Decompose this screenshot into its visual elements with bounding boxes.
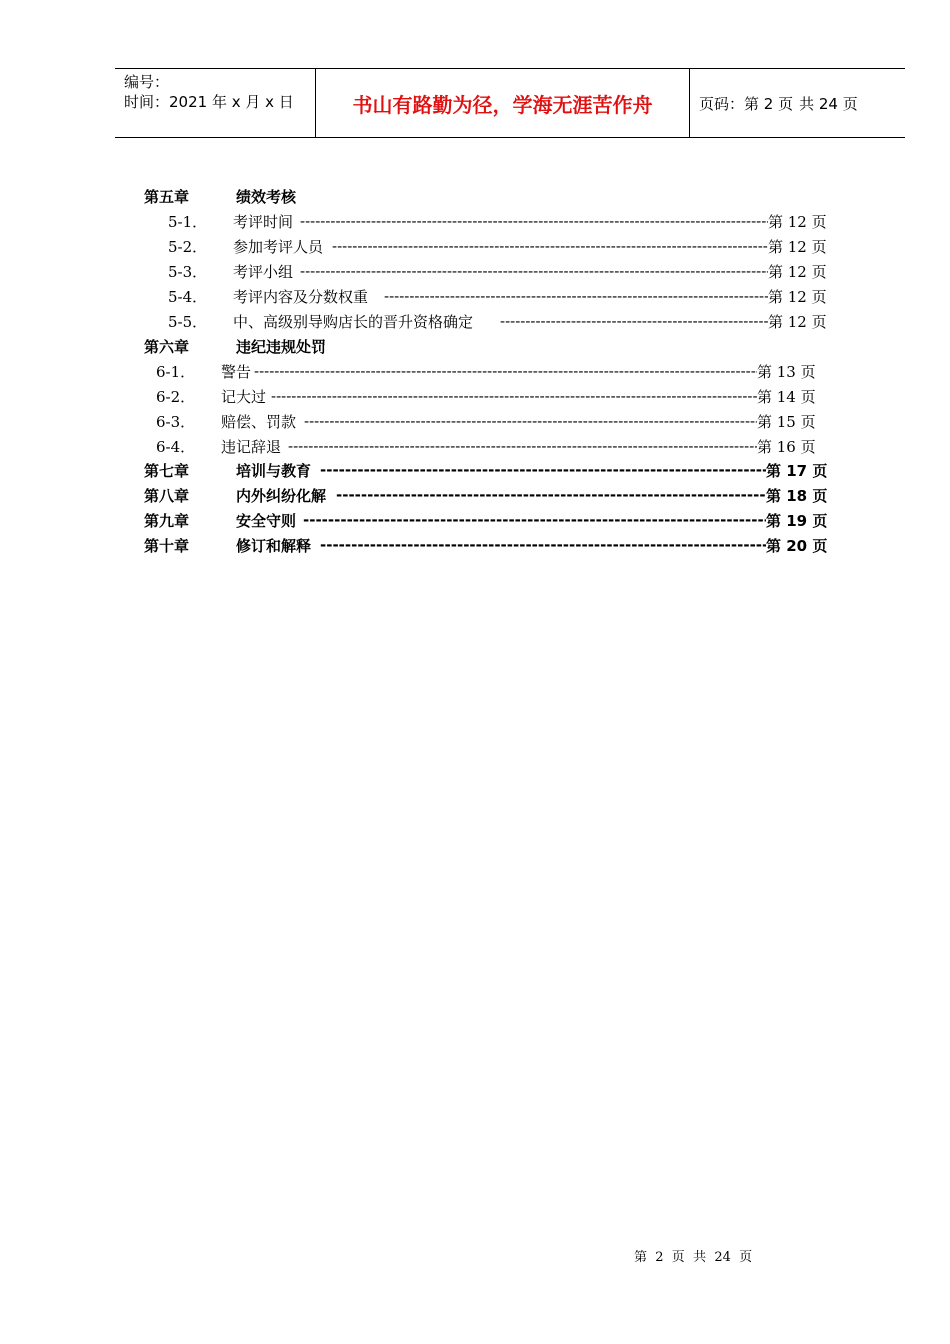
toc-item[interactable] (0, 234, 950, 258)
dot-leader (384, 287, 768, 305)
chapter-title: 内外纠纷化解 (236, 486, 327, 505)
item-page: 第 16 页 (757, 437, 816, 456)
item-number: 5-1． (168, 212, 208, 231)
chapter-number: 第五章 (144, 187, 190, 206)
header-motto: 书山有路勤为径，学海无涯苦作舟 (316, 69, 690, 137)
toc-item[interactable] (0, 259, 950, 283)
toc-chapter[interactable] (0, 483, 950, 507)
item-title: 考评时间 (233, 212, 294, 231)
chapter-number: 第七章 (144, 461, 190, 480)
item-title: 参加考评人员 (233, 237, 324, 256)
item-page: 第 12 页 (768, 237, 827, 256)
toc-chapter[interactable] (0, 184, 950, 208)
header-page-info (690, 69, 905, 137)
item-page: 第 14 页 (757, 387, 816, 406)
dot-leader (304, 412, 757, 430)
item-number: 5-3． (168, 262, 208, 281)
chapter-page: 第 17 页 (766, 461, 828, 480)
chapter-title: 安全守则 (236, 511, 297, 530)
item-number: 6-4． (156, 437, 196, 456)
chapter-title: 违纪违规处罚 (236, 337, 327, 356)
chapter-number: 第九章 (144, 511, 190, 530)
item-page: 第 13 页 (757, 362, 816, 381)
item-page: 第 12 页 (768, 212, 827, 231)
doc-time-label: 时间：2021 年 x 月 x 日 (124, 93, 294, 111)
footer-page-number: 第 2 页 共 24 页 (634, 1250, 753, 1265)
chapter-number: 第六章 (144, 337, 190, 356)
dot-leader (320, 461, 766, 479)
item-title: 考评小组 (233, 262, 294, 281)
dot-leader (254, 362, 757, 380)
header-page-total: 共 24 页 (799, 94, 858, 113)
toc-chapter[interactable] (0, 533, 950, 557)
toc-item[interactable] (0, 284, 950, 308)
chapter-page: 第 18 页 (766, 486, 828, 505)
toc-item[interactable] (0, 434, 950, 458)
item-page: 第 12 页 (768, 312, 827, 331)
item-number: 5-2． (168, 237, 208, 256)
toc-item[interactable] (0, 359, 950, 383)
item-title: 考评内容及分数权重 (233, 287, 369, 306)
toc-chapter[interactable] (0, 458, 950, 482)
item-title: 记大过 (221, 387, 267, 406)
dot-leader (288, 437, 757, 455)
item-number: 5-4． (168, 287, 208, 306)
doc-number-label: 编号： (124, 73, 170, 91)
dot-leader (300, 212, 768, 230)
dot-leader (332, 237, 768, 255)
toc-item[interactable] (0, 309, 950, 333)
item-number: 5-5． (168, 312, 208, 331)
dot-leader (300, 262, 768, 280)
chapter-page: 第 19 页 (766, 511, 828, 530)
toc-chapter[interactable] (0, 508, 950, 532)
toc-item[interactable] (0, 384, 950, 408)
item-page: 第 12 页 (768, 262, 827, 281)
chapter-number: 第八章 (144, 486, 190, 505)
item-title: 中、高级别导购店长的晋升资格确定 (233, 312, 474, 331)
item-title: 赔偿、罚款 (221, 412, 297, 431)
chapter-number: 第十章 (144, 536, 190, 555)
dot-leader (271, 387, 757, 405)
item-number: 6-3． (156, 412, 196, 431)
dot-leader (303, 511, 766, 529)
dot-leader (320, 536, 766, 554)
dot-leader (336, 486, 766, 504)
item-number: 6-2． (156, 387, 196, 406)
chapter-title: 培训与教育 (236, 461, 312, 480)
item-page: 第 15 页 (757, 412, 816, 431)
header-info (115, 69, 316, 137)
chapter-title: 修订和解释 (236, 536, 312, 555)
item-title: 警告 (221, 362, 252, 381)
toc-item[interactable] (0, 409, 950, 433)
item-number: 6-1． (156, 362, 196, 381)
page-header (115, 68, 905, 138)
toc-chapter[interactable] (0, 334, 950, 358)
header-page-number: 页码：第 2 页 (699, 94, 794, 113)
dot-leader (500, 312, 768, 330)
item-page: 第 12 页 (768, 287, 827, 306)
item-title: 违记辞退 (221, 437, 282, 456)
chapter-page: 第 20 页 (766, 536, 828, 555)
chapter-title: 绩效考核 (236, 187, 297, 206)
toc-item[interactable] (0, 209, 950, 233)
